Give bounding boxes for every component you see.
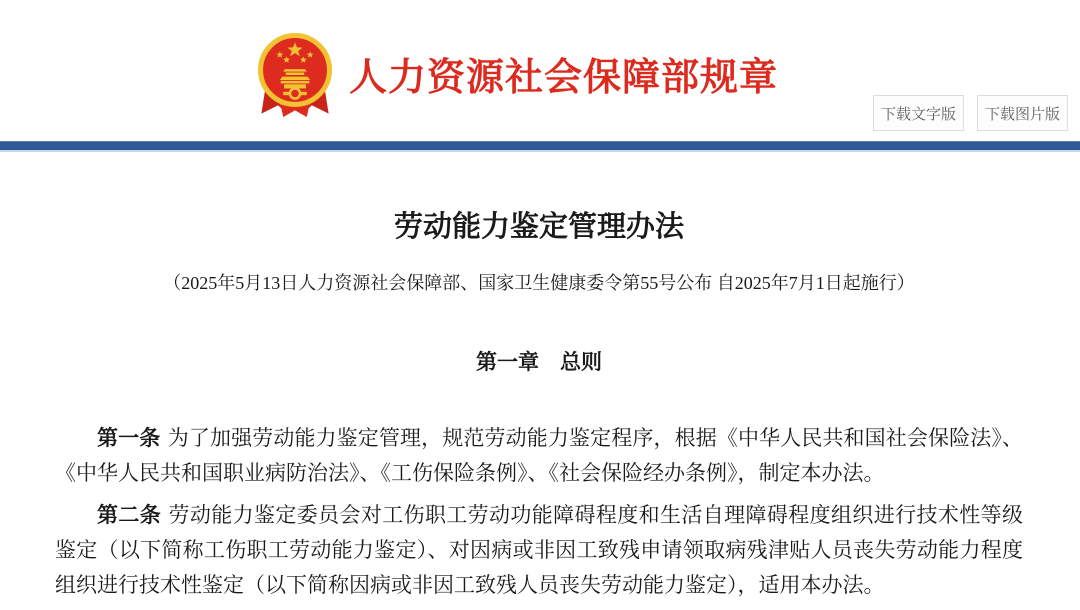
article-1-text: 为了加强劳动能力鉴定管理，规范劳动能力鉴定程序，根据《中华人民共和国社会保险法》、《中华人民共和国职业病防治法》、《工伤保险条例》、《社会保险经办条例》，制定本办法。 [55, 425, 1024, 485]
document-body [55, 421, 1023, 603]
article-1-label: 第一条 [97, 425, 161, 450]
china-national-emblem-icon [258, 30, 332, 120]
document-title: 劳动能力鉴定管理办法 [393, 211, 684, 243]
agency-title: 人力资源社会保障部规章 [349, 57, 779, 99]
divider-bar [0, 141, 1080, 152]
header-buttons [873, 95, 1068, 131]
article-2-label: 第二条 [97, 502, 162, 527]
article-2-text: 劳动能力鉴定委员会对工伤职工劳动功能障碍程度和生活自理障碍程度组织进行技术性等级鉴定（以下简称工伤职工劳动能力鉴定）、对因病或非因工致残申请领取病残津贴人员丧失劳动能力程度组织进行技术性鉴定（以下简称因病或非因工致残人员丧失劳动能力鉴定），适用本办法。 [55, 502, 1024, 597]
document-content [0, 212, 1080, 603]
promulgation-line: （2025年5月13日人力资源社会保障部、国家卫生健康委令第55号公布 自2025年7月1日起施行） [163, 272, 915, 293]
article-2-paragraph [55, 498, 1023, 603]
article-1-paragraph [55, 421, 1023, 491]
download-image-version-button[interactable]: 下载图片版 [977, 95, 1068, 131]
download-text-version-button[interactable]: 下载文字版 [873, 95, 964, 131]
chapter-heading: 第一章 总则 [476, 350, 602, 375]
header [0, 0, 1080, 141]
